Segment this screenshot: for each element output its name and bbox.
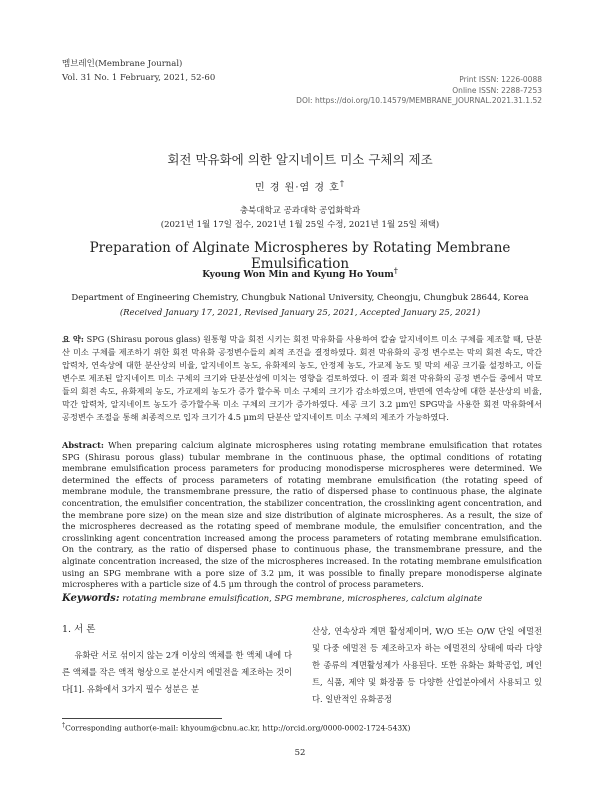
footnote-text: Corresponding author(e-mail: khyoum@cbnu.ac.kr, http://orcid.org/0000-0002-1724-543X) [65, 723, 411, 733]
page-number: 52 [294, 748, 306, 758]
body-right-column [312, 623, 542, 708]
online-issn: Online ISSN: 2288-7253 [452, 85, 542, 95]
english-authors [40, 266, 560, 280]
footnote-mark: † [62, 722, 66, 729]
doi[interactable]: DOI: https://doi.org/10.14579/MEMBRANE_JOURNAL.2021.31.1.52 [296, 96, 542, 105]
issn-block [296, 75, 542, 107]
korean-title: 회전 막유화에 의한 알지네이트 미소 구체의 제조 [167, 152, 433, 167]
english-abstract-label: Abstract: [62, 440, 104, 450]
korean-abstract [62, 333, 542, 424]
footnote [62, 722, 410, 733]
english-abstract-text: When preparing calcium alginate microspheres using rotating membrane emulsification that rotates SPG (Shirasu porous glass) tubular membrane in the continuous phase, the optimal conditions of rotating membrane emulsification process parameters for producing monodisperse microspheres were determined. We determined the effects of process parameters of rotating membrane emulsification (the rotating speed of membrane module, the transmembrane pressure, the ratio of dispersed phase to continuous phase, the alginate concentration, the emulsifier concentration, the stabilizer concentration, the crosslinking agent concentration, and the membrane pore size) on the mean size and size distribution of alginate microspheres. As a result, the size of the microspheres decreased as the rotating speed of membrane module, the emulsifier concentration, and the crosslinking agent concentration increased among the process parameters of rotating membrane emulsification. On the contrary, as the ratio of dispersed phase to continuous phase, the transmembrane pressure, and the alginate concentration increased, the size of the microspheres increased. In the rotating membrane emulsification using an SPG membrane with a pore size of 3.2 μm, it was possible to finally prepare monodisperse alginate microspheres with a particle size of 4.5 μm through the control of process parameters. [62, 440, 542, 590]
keywords-label: Keywords: [62, 593, 120, 604]
keywords-text: rotating membrane emulsification, SPG membrane, microspheres, calcium alginate [122, 594, 483, 604]
body-paragraph: 산상, 연속상과 계면 활성제이며, W/O 또는 O/W 단일 에멀전 및 다중 에멀전 등 제조하고자 하는 에멀젼의 상태에 따라 다양한 종류의 계면활성제가 사용된다. 또한 유화는 화학공업, 페인트, 식품, 제약 및 화장품 등 다양한 산업분야에서 사용되고 있다. 일반적인 유화공정 [312, 626, 542, 704]
body-left-column [62, 623, 292, 698]
footnote-divider [62, 718, 222, 719]
english-dates: (Received January 17, 2021, Revised January 25, 2021, Accepted January 25, 2021) [119, 308, 481, 318]
keywords [62, 593, 542, 604]
english-title: Preparation of Alginate Microspheres by Rotating Membrane Emulsification [89, 240, 511, 272]
corresponding-mark: † [393, 266, 398, 275]
journal-volume: Vol. 31 No. 1 February, 2021, 52-60 [62, 73, 216, 83]
korean-abstract-text: SPG (Shirasu porous glass) 원통형 막을 회전 시키는 회전 막유화를 사용하여 칼슘 알지네이트 미소 구체를 제조할 때, 단분산 미소 구체를 제조하기 위한 회전 막유화 공정변수들의 최적 조건을 결정하였다. 회전 막유화의 공정 변수로는 막의 회전 속도, 막간 압력차, 연속상에 대한 분산상의 비율, 알지네이트 농도, 유화제의 농도, 안정제 농도, 가교제 농도 및 막의 세공 크기를 설정하고, 이들 변수로 제조된 알지네이트 미소 구체의 크기와 단분산성에 미치는 영향을 검토하였다. 이 결과 회전 막유화의 공정 변수들 중에서 막모듈의 회전 속도, 유화제의 농도, 가교제의 농도가 증가 할수록 미소 구체의 크기가 감소하였으며, 반면에 연속상에 대한 분산상의 비율, 막간 압력차, 알지네이트 농도가 증가할수록 미소 구체의 크기가 증가하였다. 세공 크기 3.2 μm인 SPG막을 사용한 회전 막유화에서 공정변수 조절을 통해 최종적으로 입자 크기가 4.5 μm의 단분산 알지네이트 미소 구체의 제조가 가능하였다. [62, 334, 542, 422]
section-heading: 1. 서 론 [62, 624, 96, 635]
korean-authors [40, 178, 560, 193]
english-affiliation: Department of Engineering Chemistry, Chungbuk National University, Cheongju, Chungbuk 28644, Korea [71, 293, 529, 303]
english-author-names: Kyoung Won Min and Kyung Ho Youm [202, 270, 394, 280]
korean-abstract-label: 요 약: [62, 334, 84, 344]
english-abstract [62, 440, 542, 591]
journal-name: 멤브레인(Membrane Journal) [62, 59, 183, 69]
corresponding-mark: † [339, 178, 346, 188]
korean-affiliation: 충북대학교 공과대학 공업화학과 [239, 206, 361, 216]
body-paragraph: 유화란 서로 섞이지 않는 2개 이상의 액체를 한 액체 내에 다른 액체를 작은 액적 형상으로 분산시켜 에멀전을 제조하는 것이다[1]. 유화에서 3가지 필수 성분은 분 [62, 650, 292, 694]
print-issn: Print ISSN: 1226-0088 [459, 75, 542, 84]
journal-header [62, 57, 215, 85]
korean-dates: (2021년 1월 17일 접수, 2021년 1월 25일 수정, 2021년 1월 25일 채택) [160, 220, 440, 230]
korean-author-names: 민 경 원·염 경 호 [254, 182, 340, 194]
